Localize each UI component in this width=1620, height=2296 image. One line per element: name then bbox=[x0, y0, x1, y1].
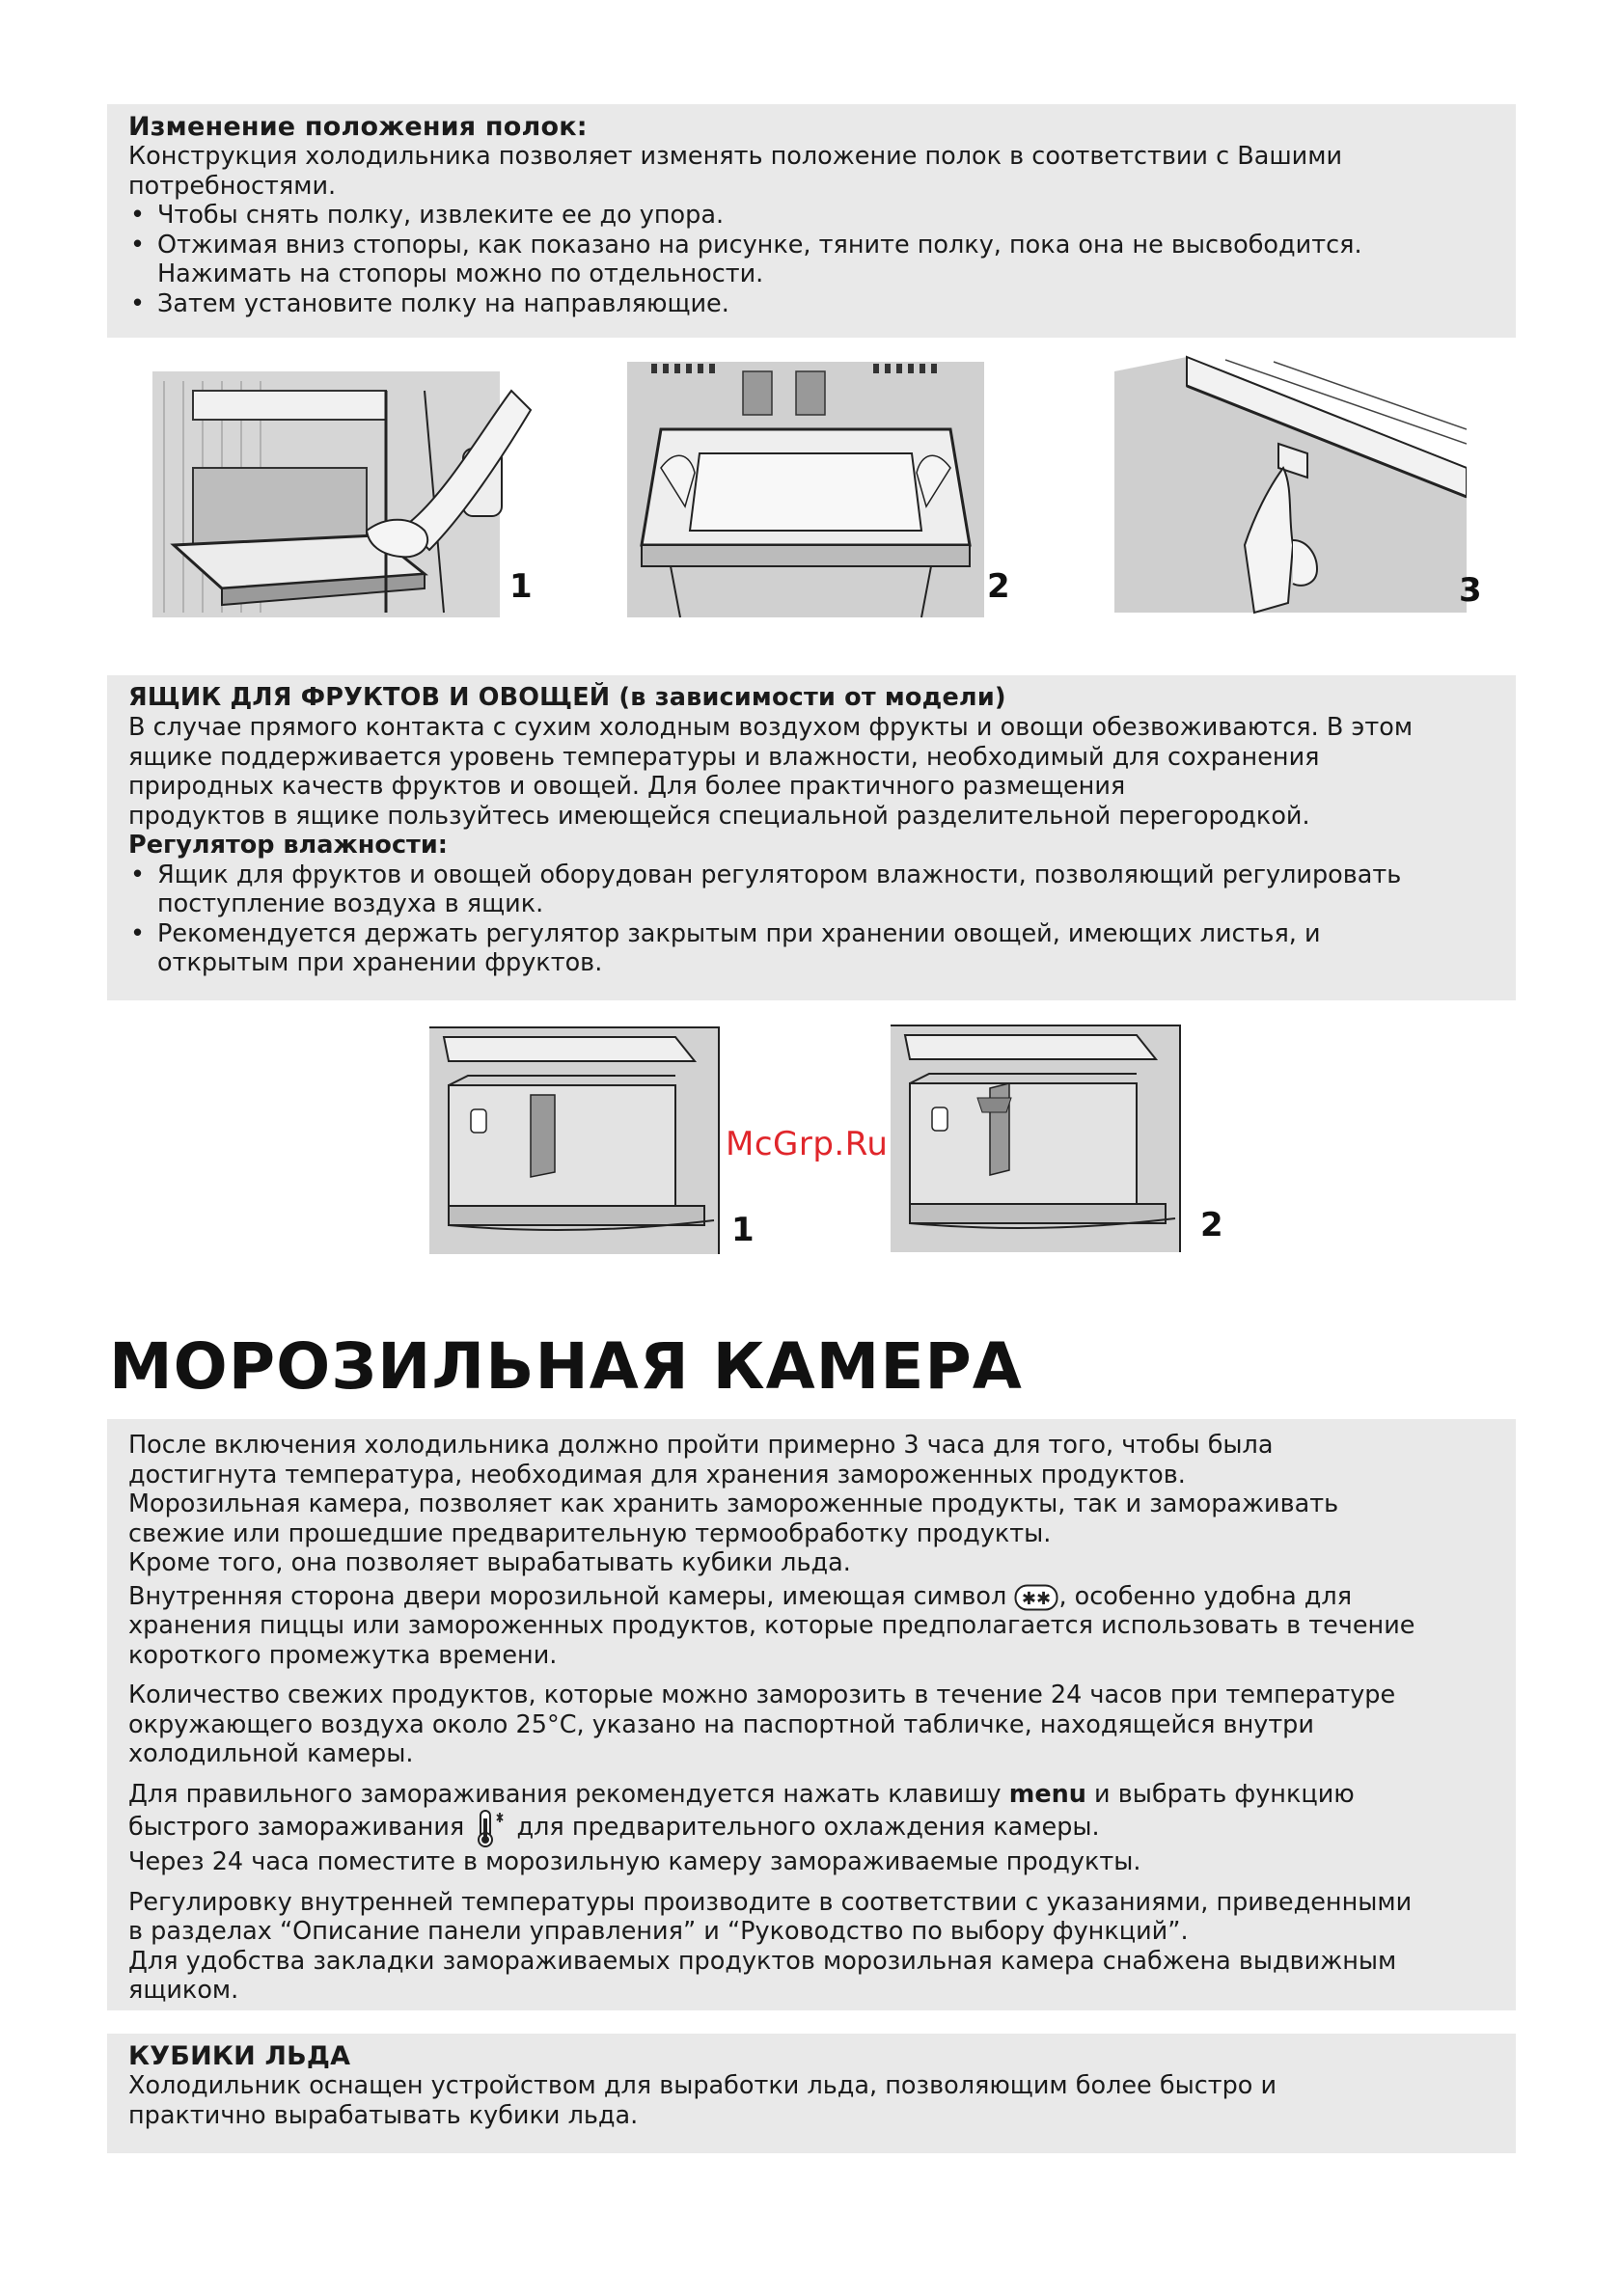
freezer-p4-line2-pre: быстрого замораживания bbox=[128, 1813, 465, 1842]
freezer-p4-pre: Для правильного замораживания рекомендуется нажать клавишу bbox=[128, 1779, 1002, 1809]
freezer-p2-post: , особенно удобна для bbox=[1058, 1581, 1353, 1611]
thermometer-snowflake-icon bbox=[472, 1809, 508, 1847]
menu-key: menu bbox=[1008, 1779, 1086, 1809]
watermark: McGrp.Ru bbox=[726, 1125, 889, 1163]
shelf-illustration-1 bbox=[145, 352, 540, 622]
freezer-p1-line-3: Морозильная камера, позволяет как хранить замороженные продукты, так и замораживать bbox=[128, 1490, 1339, 1518]
freezer-p5-line-2: в разделах “Описание панели управления” и “Руководство по выбору функций”. bbox=[128, 1917, 1189, 1946]
crisper-line-2: ящике поддерживается уровень температуры и влажности, необходимый для сохранения bbox=[128, 742, 1320, 772]
bullet-text: поступление воздуха в ящик. bbox=[157, 889, 544, 918]
figure-number-3: 3 bbox=[1459, 571, 1482, 610]
freezer-p4-line-1 bbox=[128, 1780, 1496, 1810]
freezer-heading: МОРОЗИЛЬНАЯ КАМЕРА bbox=[109, 1329, 1023, 1404]
shelves-section bbox=[107, 104, 1516, 338]
freezer-p5-line-4: ящиком. bbox=[128, 1976, 239, 2005]
shelves-bullet-2 bbox=[128, 231, 1496, 289]
freezer-p1-line-4: свежие или прошедшие предварительную термообработку продукты. bbox=[128, 1518, 1052, 1548]
shelves-bullet-1 bbox=[128, 201, 1496, 231]
freezer-section bbox=[107, 1419, 1516, 2010]
shelves-line-2: потребностями. bbox=[128, 171, 337, 201]
figure-number-2: 2 bbox=[987, 567, 1010, 606]
humidity-subtitle: Регулятор влажности: bbox=[128, 831, 448, 860]
crisper-illustration-1 bbox=[425, 1023, 733, 1259]
crisper-bullets bbox=[128, 861, 1496, 978]
freezer-p4-line-3: Через 24 часа поместите в морозильную камеру замораживаемые продукты. bbox=[128, 1847, 1141, 1876]
figure-number-1: 1 bbox=[509, 567, 533, 606]
freezer-p2-pre: Внутренняя сторона двери морозильной камеры, имеющая символ bbox=[128, 1581, 1007, 1611]
bullet-text: Рекомендуется держать регулятор закрытым при хранении овощей, имеющих листья, и bbox=[157, 918, 1321, 948]
freezer-p3-line-1: Количество свежих продуктов, которые можно заморозить в течение 24 часов при температуре bbox=[128, 1681, 1396, 1709]
crisper-line-3: природных качеств фруктов и овощей. Для более практичного размещения bbox=[128, 772, 1126, 801]
bullet-text: Затем установите полку на направляющие. bbox=[157, 288, 729, 318]
shelves-line-1: Конструкция холодильника позволяет изменять положение полок в соответствии с Вашими bbox=[128, 142, 1343, 171]
freezer-p3-line-3: холодильной камеры. bbox=[128, 1739, 414, 1768]
freezer-p4-line-2 bbox=[128, 1809, 1496, 1847]
shelves-bullet-3 bbox=[128, 289, 1496, 319]
crisper-bullet-1 bbox=[128, 861, 1496, 919]
bullet-text: открытым при хранении фруктов. bbox=[157, 948, 603, 977]
crisper-bullet-2 bbox=[128, 919, 1496, 978]
freezer-p4-line2-post: для предварительного охлаждения камеры. bbox=[516, 1813, 1100, 1842]
crisper-figure-number-2: 2 bbox=[1200, 1206, 1223, 1244]
freezer-p4-post: и выбрать функцию bbox=[1094, 1779, 1355, 1809]
bullet-text: Нажимать на стопоры можно по отдельности. bbox=[157, 260, 764, 288]
crisper-line-4: продуктов в ящике пользуйтесь имеющейся специальной разделительной перегородкой. bbox=[128, 801, 1310, 831]
ice-section bbox=[107, 2034, 1516, 2153]
shelf-illustration-3 bbox=[1100, 352, 1467, 622]
svg-text:✱✱: ✱✱ bbox=[1022, 1588, 1052, 1609]
shelves-title: Изменение положения полок: bbox=[128, 112, 588, 142]
freezer-p5-line-3: Для удобства закладки замораживаемых продуктов морозильная камера снабжена выдвижным bbox=[128, 1946, 1397, 1976]
freezer-p1-line-2: достигнута температура, необходимая для хранения замороженных продуктов. bbox=[128, 1460, 1186, 1490]
freezer-p2-line-3: короткого промежутка времени. bbox=[128, 1640, 558, 1670]
freezer-p1-line-1: После включения холодильника должно пройти примерно 3 часа для того, чтобы была bbox=[128, 1431, 1274, 1460]
crisper-illustration-2 bbox=[886, 1021, 1194, 1257]
freezer-p3-line-2: окружающего воздуха около 25°С, указано на паспортной табличке, находящейся внутри bbox=[128, 1709, 1314, 1739]
ice-title: КУБИКИ ЛЬДА bbox=[128, 2041, 351, 2071]
shelf-illustration-2 bbox=[622, 352, 989, 622]
ice-line-2: практично вырабатывать кубики льда. bbox=[128, 2100, 639, 2130]
crisper-section bbox=[107, 675, 1516, 1000]
ice-line-1: Холодильник оснащен устройством для выработки льда, позволяющим более быстро и bbox=[128, 2071, 1277, 2100]
shelves-bullets bbox=[128, 201, 1496, 318]
crisper-title: ЯЩИК ДЛЯ ФРУКТОВ И ОВОЩЕЙ (в зависимости от модели) bbox=[128, 683, 1006, 712]
crisper-line-1: В случае прямого контакта с сухим холодным воздухом фрукты и овощи обезвоживаются. В этом bbox=[128, 713, 1414, 742]
freezer-p2-line-1 bbox=[128, 1582, 1496, 1612]
freezer-p2-line-2: хранения пиццы или замороженных продуктов, которые предполагается использовать в течение bbox=[128, 1611, 1415, 1640]
bullet-text: Ящик для фруктов и овощей оборудован регулятором влажности, позволяющий регулировать bbox=[157, 860, 1402, 889]
freezer-p1-line-5: Кроме того, она позволяет вырабатывать кубики льда. bbox=[128, 1548, 851, 1577]
bullet-text: Отжимая вниз стопоры, как показано на рисунке, тяните полку, пока она не высвободится. bbox=[157, 230, 1362, 260]
two-star-icon bbox=[1014, 1584, 1058, 1611]
crisper-figure-number-1: 1 bbox=[731, 1211, 755, 1249]
bullet-text: Чтобы снять полку, извлеките ее до упора. bbox=[157, 201, 725, 230]
freezer-p5-line-1: Регулировку внутренней температуры производите в соответствии с указаниями, приведенными bbox=[128, 1887, 1413, 1917]
